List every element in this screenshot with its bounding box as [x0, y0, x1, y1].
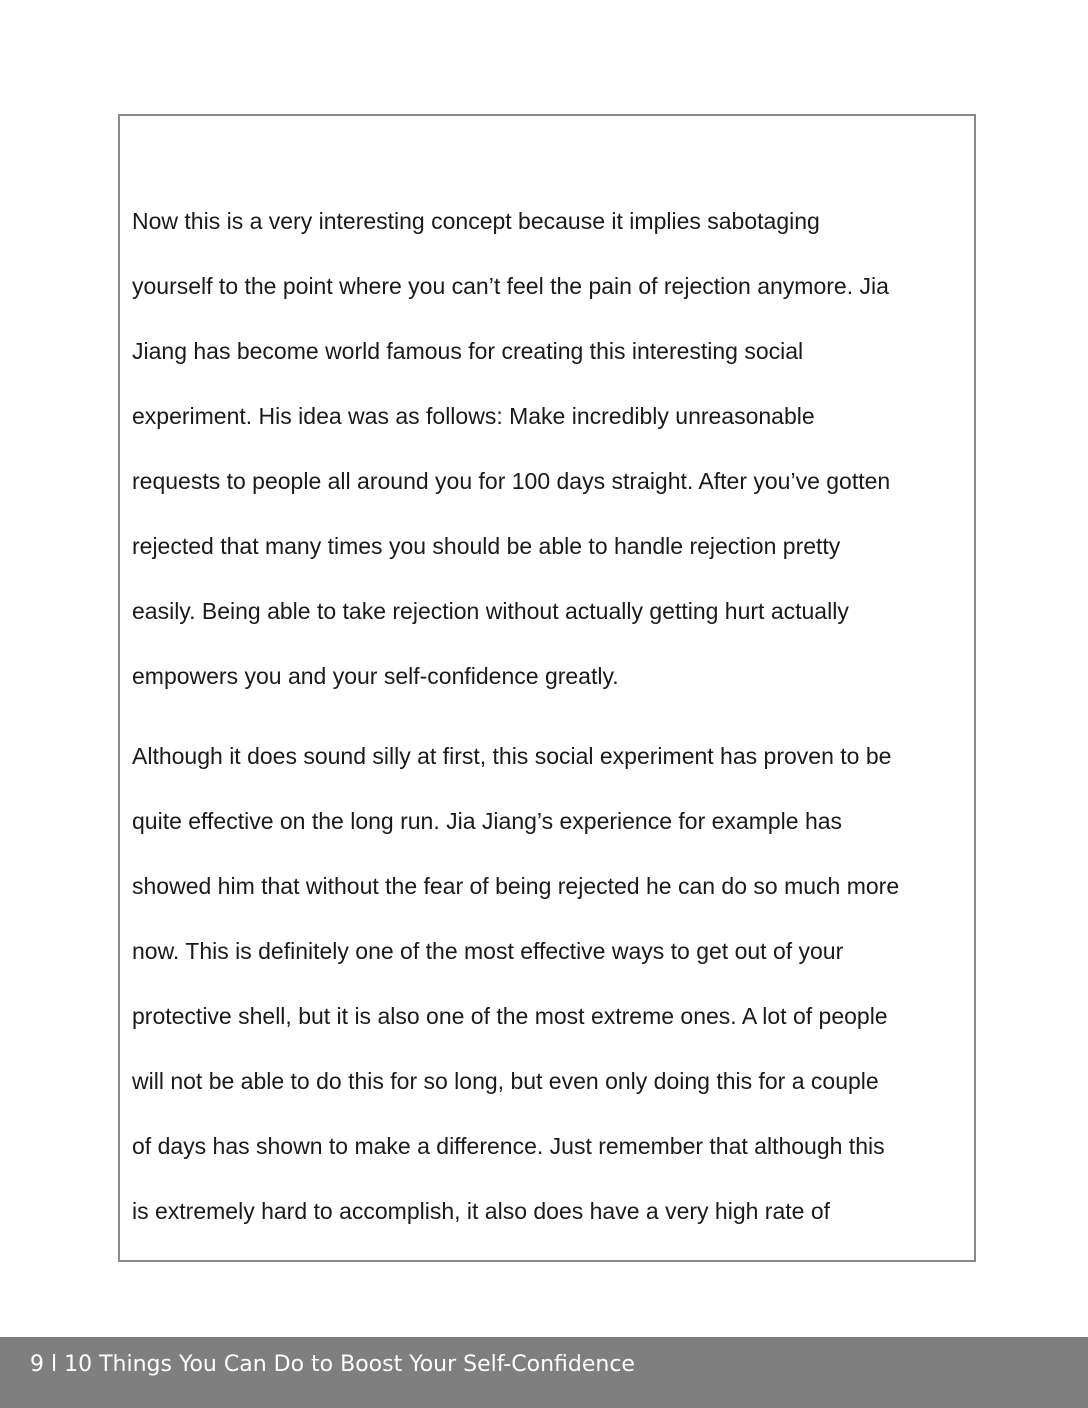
page-frame [118, 114, 976, 1262]
text-line: requests to people all around you for 100 days straight. After you’ve gotten [132, 468, 891, 494]
text-line: easily. Being able to take rejection without actually getting hurt actually [132, 598, 849, 624]
text-line: Now this is a very interesting concept because it implies sabotaging [132, 208, 820, 234]
text-line: yourself to the point where you can’t feel the pain of rejection anymore. Jia [132, 273, 889, 299]
footer-page-label: 9 l 10 Things You Can Do to Boost Your Self-Confidence [30, 1352, 635, 1377]
text-line: Although it does sound silly at first, this social experiment has proven to be [132, 743, 892, 769]
paragraph-1 [132, 189, 972, 709]
text-line: Jiang has become world famous for creating this interesting social [132, 338, 804, 364]
text-line: quite effective on the long run. Jia Jiang’s experience for example has [132, 808, 843, 834]
footer-bar [0, 1337, 1088, 1408]
text-line: rejected that many times you should be able to handle rejection pretty [132, 533, 841, 559]
text-line: empowers you and your self-confidence greatly. [132, 663, 619, 689]
text-line: of days has shown to make a difference. Just remember that although this [132, 1133, 885, 1159]
paragraph-spacer [132, 709, 972, 724]
paragraph-2 [132, 724, 972, 1244]
body-text [132, 189, 972, 1244]
text-line: will not be able to do this for so long, but even only doing this for a couple [132, 1068, 879, 1094]
text-line: experiment. His idea was as follows: Make incredibly unreasonable [132, 403, 815, 429]
text-line: now. This is definitely one of the most effective ways to get out of your [132, 938, 844, 964]
text-line: showed him that without the fear of being rejected he can do so much more [132, 873, 900, 899]
text-line: protective shell, but it is also one of the most extreme ones. A lot of people [132, 1003, 888, 1029]
text-line: is extremely hard to accomplish, it also does have a very high rate of [132, 1198, 831, 1224]
